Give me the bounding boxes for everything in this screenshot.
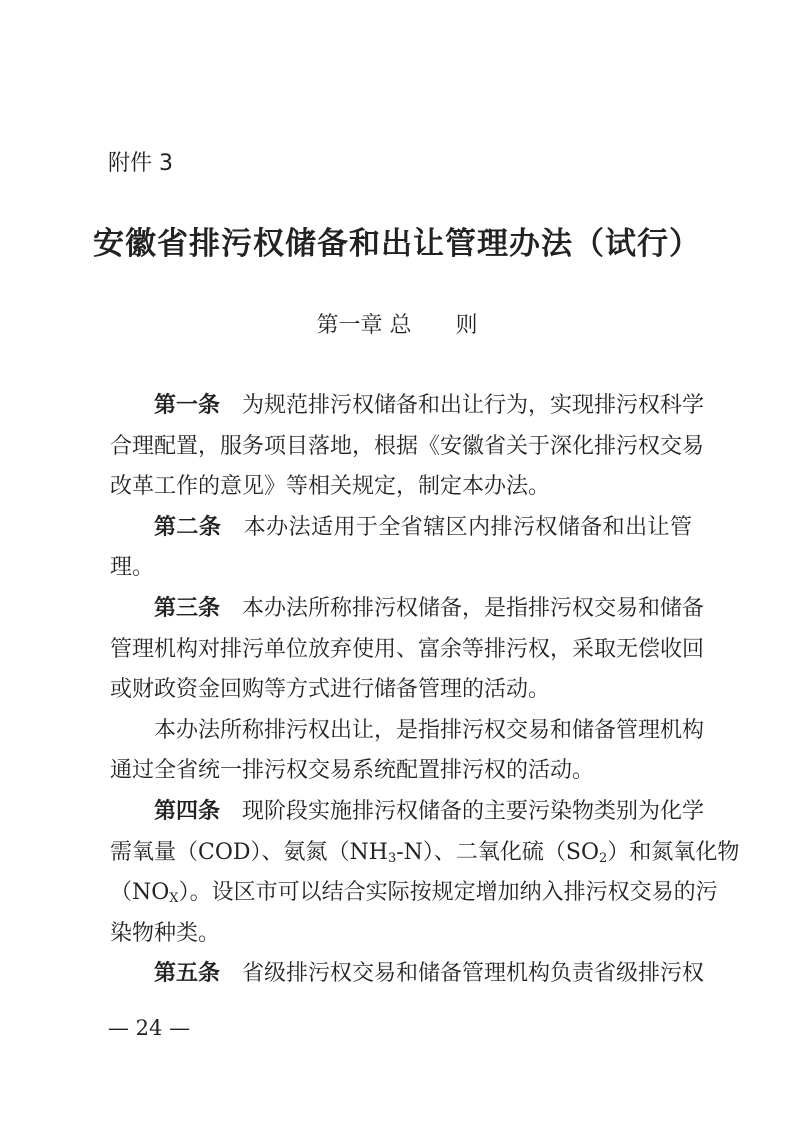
text-segment: 省级排污权交易和储备管理机构负责省级排污权 <box>220 961 705 987</box>
text-line <box>110 589 705 630</box>
article-paragraph <box>110 711 705 792</box>
article-paragraph <box>110 792 740 954</box>
text-segment: 理。 <box>110 555 155 581</box>
text-segment: 本办法所称排污权储备，是指排污权交易和储备 <box>220 595 705 621</box>
article-paragraph <box>110 508 692 589</box>
chapter-heading: 第一章 总 则 <box>316 313 478 338</box>
text-segment: 本办法适用于全省辖区内排污权储备和出让管 <box>221 514 692 540</box>
text-line <box>110 833 740 874</box>
text-line <box>110 427 705 468</box>
text-segment: （NO <box>110 880 170 906</box>
text-line <box>110 954 705 995</box>
text-segment: 本办法所称排污权出让，是指排污权交易和储备管理机构 <box>154 717 705 743</box>
text-segment: 现阶段实施排污权储备的主要污染物类别为化学 <box>220 798 705 824</box>
text-line <box>110 711 705 752</box>
text-line <box>110 751 692 792</box>
text-segment: 需氧量（COD）、氨氮（NH <box>110 839 388 865</box>
text-line <box>110 873 718 914</box>
text-line <box>110 467 692 508</box>
text-line <box>110 630 705 671</box>
attachment-label: 附件 3 <box>108 151 173 176</box>
article-paragraph <box>110 589 705 711</box>
article-number: 第五条 <box>154 961 221 987</box>
text-segment: 通过全省统一排污权交易系统配置排污权的活动。 <box>110 758 595 784</box>
article-number: 第二条 <box>154 514 222 540</box>
text-segment: 合理配置，服务项目落地，根据《安徽省关于深化排污权交易 <box>110 433 705 459</box>
text-segment: -N）、二氧化硫（SO <box>396 839 600 865</box>
document-body <box>110 386 740 995</box>
article-number: 第四条 <box>154 798 221 824</box>
document-title: 安徽省排污权储备和出让管理办法（试行） <box>93 226 701 262</box>
text-line <box>110 670 692 711</box>
text-segment: 为规范排污权储备和出让行为，实现排污权科学 <box>220 393 705 418</box>
text-line <box>110 792 705 833</box>
text-segment: 或财政资金回购等方式进行储备管理的活动。 <box>110 677 551 703</box>
subscript: 3 <box>387 850 397 866</box>
text-segment: ）。设区市可以结合实际按规定增加纳入排污权交易的污 <box>178 880 718 906</box>
text-line <box>110 914 692 955</box>
text-segment: ）和氮氧化物 <box>607 839 740 865</box>
article-paragraph <box>110 386 705 508</box>
text-segment: 改革工作的意见》等相关规定，制定本办法。 <box>110 474 551 500</box>
subscript: 2 <box>599 850 608 866</box>
article-paragraph <box>110 954 705 995</box>
text-segment: 染物种类。 <box>110 920 221 946</box>
text-line <box>110 508 692 549</box>
text-line <box>110 386 705 427</box>
page-number: — 24 — <box>108 1016 191 1040</box>
text-line <box>110 548 692 589</box>
article-number: 第三条 <box>154 595 221 621</box>
subscript: X <box>169 891 179 907</box>
text-segment: 管理机构对排污单位放弃使用、富余等排污权，采取无偿收回 <box>110 636 705 662</box>
article-number: 第一条 <box>154 393 221 418</box>
